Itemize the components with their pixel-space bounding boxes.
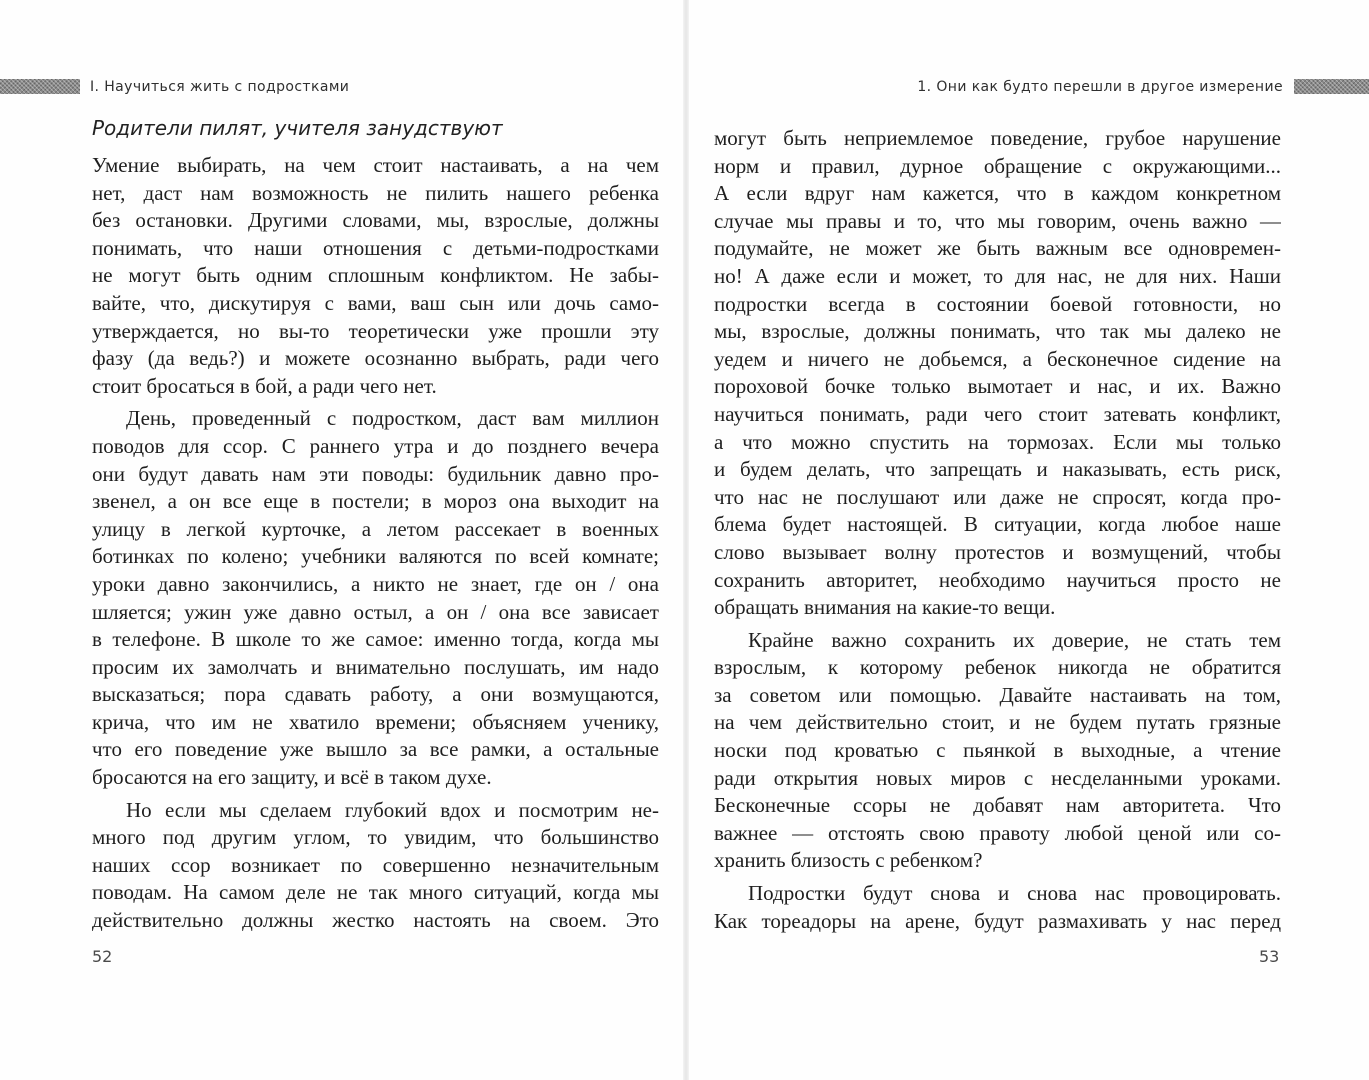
text-line: стоит бросаться в бой, а ради чего нет. bbox=[92, 373, 437, 398]
text-line: что нас не послушают или даже не спросят, когда про- bbox=[714, 484, 1281, 509]
text-line: улицу в легкой курточке, а летом рассекает в военных bbox=[92, 516, 659, 541]
right-text-column bbox=[714, 125, 1281, 935]
text-line: А если вдруг нам кажется, что в каждом конкретном bbox=[714, 181, 1281, 206]
text-line: действительно должны жестко настоять на своем. Это bbox=[92, 908, 659, 933]
text-line: Крайне важно сохранить их доверие, не стать тем bbox=[748, 627, 1281, 652]
text-line: подростки всегда в состоянии боевой готовности, но bbox=[714, 291, 1281, 316]
text-line: утверждается, но вы-то теоретически уже прошли эту bbox=[92, 318, 659, 343]
page-number-right: 53 bbox=[1259, 947, 1280, 966]
left-text-column bbox=[92, 152, 659, 935]
text-line: поводов для ссор. С раннего утра и до позднего вечера bbox=[92, 433, 659, 458]
text-line: и будем делать, что запрещать и наказывать, есть риск, bbox=[714, 457, 1281, 482]
text-line: обращать внимания на какие-то вещи. bbox=[714, 595, 1056, 620]
text-line: Подростки будут снова и снова нас провоцировать. bbox=[748, 881, 1281, 906]
left-header-bar bbox=[0, 79, 80, 94]
page-number-left: 52 bbox=[92, 947, 113, 966]
text-line: фазу (да ведь?) и можете осознанно выбрать, ради чего bbox=[92, 346, 659, 371]
text-line: подумайте, не может же быть важным все одновремен- bbox=[714, 236, 1281, 261]
text-line: просим их замолчать и внимательно послушать, им надо bbox=[92, 654, 659, 679]
text-line: уроки давно закончились, а никто не знает, где он / она bbox=[92, 571, 659, 596]
text-line: День, проведенный с подростком, даст вам миллион bbox=[126, 406, 659, 431]
text-line: взрослым, к которому ребенок никогда не обратится bbox=[714, 655, 1281, 680]
text-line: на чем действительно стоит, и не будем путать грязные bbox=[714, 710, 1281, 735]
book-spine bbox=[683, 0, 689, 1080]
text-line: за советом или помощью. Давайте настаивать на том, bbox=[714, 682, 1281, 707]
text-line: Как тореадоры на арене, будут размахивать у нас перед bbox=[714, 908, 1281, 933]
text-line: шляется; ужин уже давно остыл, а он / она все зависает bbox=[92, 599, 659, 624]
text-line: понимать, что наши отношения с детьми-подростками bbox=[92, 235, 659, 260]
section-subheading: Родители пилят, учителя занудствуют bbox=[92, 116, 503, 140]
right-running-head: 1. Они как будто перешли в другое измерение bbox=[917, 79, 1283, 95]
text-line: случае мы правы и то, что мы говорим, очень важно — bbox=[714, 208, 1281, 233]
text-line: ради открытия новых миров с несделанными уроками. bbox=[714, 765, 1281, 790]
text-line: они будут давать нам эти поводы: будильник давно про- bbox=[92, 461, 659, 486]
text-line: высказаться; пора сдавать работу, а они возмущаются, bbox=[92, 682, 659, 707]
text-line: важнее — отстоять свою правоту любой ценой или со- bbox=[714, 820, 1281, 845]
text-line: что его поведение уже вышло за все рамки, а остальные bbox=[92, 737, 659, 762]
right-header-bar bbox=[1294, 79, 1369, 94]
text-line: звенел, а он все еще в постели; в мороз она выходит на bbox=[92, 489, 659, 514]
text-line: поводам. На самом деле не так много ситуаций, когда мы bbox=[92, 880, 659, 905]
text-line: не могут быть одним сплошным конфликтом. Не забы- bbox=[92, 263, 659, 288]
text-line: Но если мы сделаем глубокий вдох и посмотрим не- bbox=[126, 797, 659, 822]
text-line: но! А даже если и может, то для нас, не для них. Наши bbox=[714, 263, 1281, 288]
text-line: в телефоне. В школе то же самое: именно тогда, когда мы bbox=[92, 627, 659, 652]
text-line: наших ссор возникает по совершенно незначительным bbox=[92, 852, 659, 877]
text-line: мы, взрослые, должны понимать, что так мы далеко не bbox=[714, 319, 1281, 344]
left-running-head: I. Научиться жить с подростками bbox=[90, 79, 350, 95]
text-line: без остановки. Другими словами, мы, взрослые, должны bbox=[92, 208, 659, 233]
text-line: Бесконечные ссоры не добавят нам авторитета. Что bbox=[714, 793, 1281, 818]
text-line: могут быть неприемлемое поведение, грубое нарушение bbox=[714, 126, 1281, 150]
text-line: крича, что им не хватило времени; объясняем ученику, bbox=[92, 709, 659, 734]
text-line: нет, даст нам возможность не пилить нашего ребенка bbox=[92, 180, 659, 205]
text-line: Умение выбирать, на чем стоит настаивать, а на чем bbox=[92, 153, 659, 177]
text-line: а что можно спустить на тормозах. Если мы только bbox=[714, 429, 1281, 454]
text-line: блема будет настоящей. В ситуации, когда любое наше bbox=[714, 512, 1281, 537]
text-line: носки под кроватью с пьянкой в выходные, а чтение bbox=[714, 738, 1281, 763]
text-line: много под другим углом, то увидим, что большинство bbox=[92, 825, 659, 850]
text-line: ботинках по колено; учебники валяются по всей комнате; bbox=[92, 544, 659, 569]
text-line: слово вызывает волну протестов и возмущений, чтобы bbox=[714, 539, 1281, 564]
text-line: норм и правил, дурное обращение с окружающими... bbox=[714, 153, 1281, 178]
text-line: вайте, что, дискутируя с вами, ваш сын или дочь само- bbox=[92, 290, 659, 315]
text-line: бросаются на его защиту, и всё в таком духе. bbox=[92, 765, 492, 790]
text-line: уедем и ничего не добьемся, а бесконечное сидение на bbox=[714, 346, 1281, 371]
text-line: пороховой бочке только вымотает и нас, и их. Важно bbox=[714, 374, 1281, 399]
text-line: научиться понимать, ради чего стоит затевать конфликт, bbox=[714, 401, 1281, 426]
text-line: сохранить авторитет, необходимо научиться просто не bbox=[714, 567, 1281, 592]
text-line: хранить близость с ребенком? bbox=[714, 848, 983, 873]
